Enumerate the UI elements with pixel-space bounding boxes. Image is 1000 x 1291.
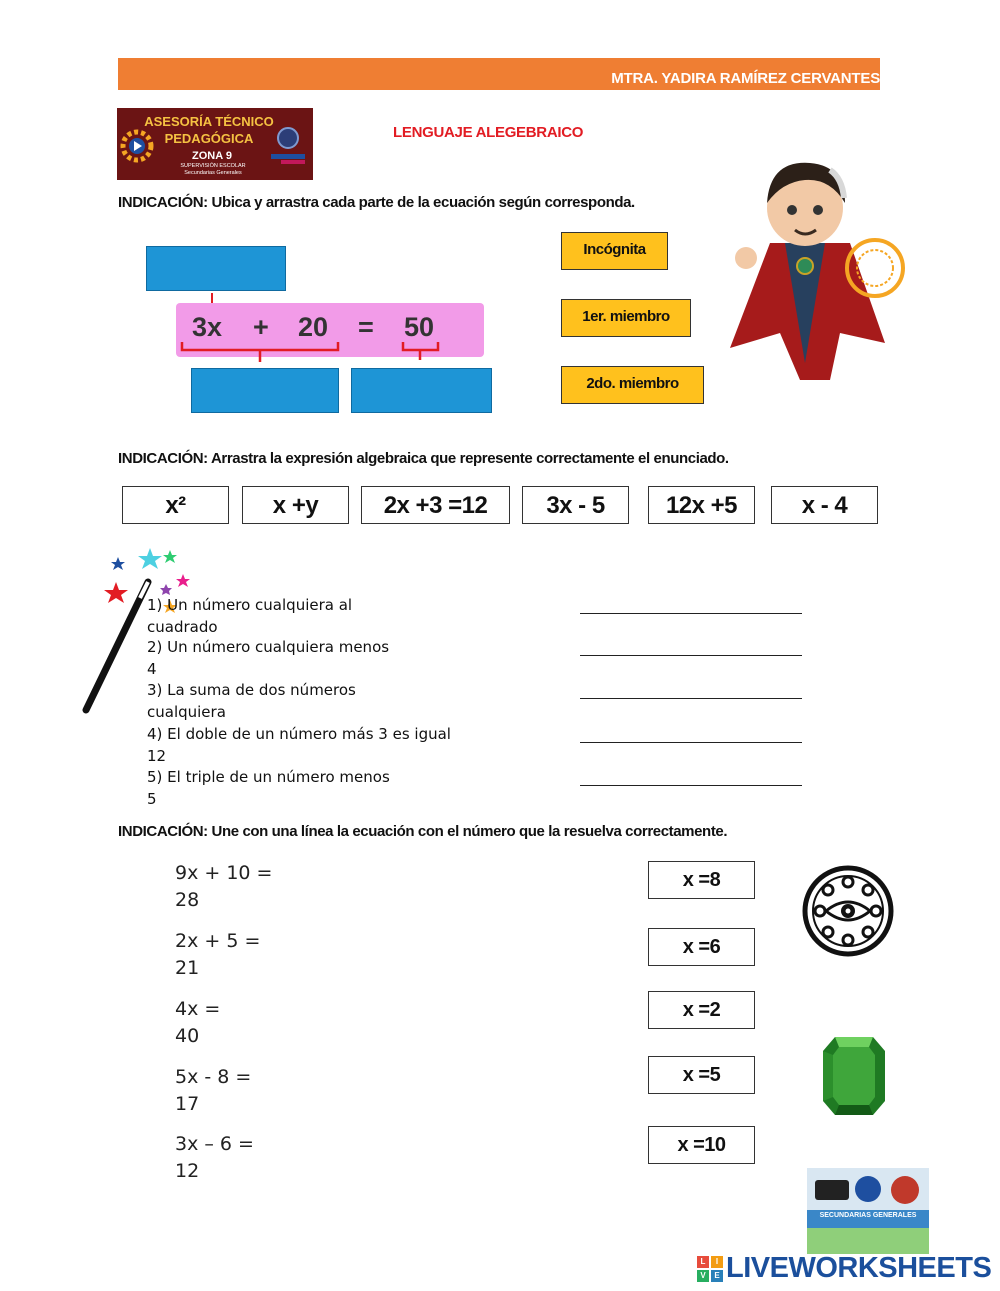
equation-equals: = <box>358 312 374 342</box>
logo-tile-e: E <box>711 1270 723 1282</box>
statement-5 <box>147 766 507 810</box>
schools-badge <box>807 1168 929 1254</box>
expression-square[interactable]: x² <box>122 486 229 524</box>
logo-zone: ZONA 9 <box>192 150 232 162</box>
instruction-3 <box>118 823 727 840</box>
answer-blank-4[interactable] <box>580 741 802 743</box>
statement-1 <box>147 594 507 638</box>
match-equation-1-line2: 28 <box>175 889 200 911</box>
match-equation-4-line2: 17 <box>175 1093 200 1115</box>
logo-sub-line1: SUPERVISIÓN ESCOLAR <box>180 163 246 169</box>
badge-logo-left <box>815 1180 849 1200</box>
match-equation-2-line2: 21 <box>175 957 200 979</box>
answer-blank-1[interactable] <box>580 612 802 614</box>
badge-logo-middle <box>855 1176 881 1202</box>
match-equation-3-line2: 40 <box>175 1025 200 1047</box>
badge-bottom <box>807 1228 929 1254</box>
logo-tile-i: I <box>711 1256 723 1268</box>
drop-zone-second-member[interactable] <box>351 368 492 413</box>
instruction-3-text: Une con una línea la ecuación con el número que la resuelva correctamente. <box>207 823 728 840</box>
star-icon <box>163 550 177 563</box>
statement-1-line1: 1) Un número cualquiera al <box>147 596 353 614</box>
drop-zone-first-member[interactable] <box>191 368 339 413</box>
statement-3-line2: cualquiera <box>147 703 226 721</box>
logo-tile-l: L <box>697 1256 709 1268</box>
match-equation-3[interactable] <box>175 996 220 1050</box>
instruction-1-label: INDICACIÓN: <box>118 194 208 211</box>
instruction-1-text: Ubica y arrastra cada parte de la ecuación según corresponda. <box>207 194 635 211</box>
equation-term1: 3x <box>192 312 223 342</box>
statement-1-line2: cuadrado <box>147 618 218 636</box>
equation-result: 50 <box>404 312 435 342</box>
eye-amulet-icon <box>800 865 896 957</box>
match-equation-4-line1: 5x - 8 = <box>175 1066 252 1088</box>
bracket-second-member <box>403 342 438 360</box>
match-equation-5-line1: 3x – 6 = <box>175 1133 254 1155</box>
equation-plus: + <box>253 312 269 342</box>
statement-5-line2: 5 <box>147 790 157 808</box>
match-equation-2-line1: 2x + 5 = <box>175 930 261 952</box>
match-answer-3[interactable]: x =2 <box>648 991 755 1029</box>
option-incognita[interactable]: Incógnita <box>561 232 668 270</box>
liveworksheets-logo-icon <box>697 1256 723 1282</box>
match-answer-4[interactable]: x =5 <box>648 1056 755 1094</box>
match-equation-4[interactable] <box>175 1064 251 1118</box>
statement-2-line1: 2) Un número cualquiera menos <box>147 638 390 656</box>
star-icon <box>111 557 125 570</box>
liveworksheets-brand[interactable]: LIVEWORKSHEETS <box>726 1252 992 1284</box>
logo-title-line1: ASESORÍA TÉCNICO <box>144 114 274 129</box>
statement-5-line1: 5) El triple de un número menos <box>147 768 390 786</box>
star-icon <box>104 582 128 603</box>
match-equation-5[interactable] <box>175 1131 254 1185</box>
green-gem-icon <box>821 1035 887 1117</box>
logo-sub-line2: Secundarias Generales <box>184 170 242 176</box>
answer-blank-2[interactable] <box>580 654 802 656</box>
page-title: LENGUAJE ALEGEBRAICO <box>393 124 584 141</box>
expression-twelve-x-plus-five[interactable]: 12x +5 <box>648 486 755 524</box>
logo-tile-v: V <box>697 1270 709 1282</box>
instruction-2 <box>118 450 729 467</box>
match-equation-5-line2: 12 <box>175 1160 200 1182</box>
sorcerer-character-icon <box>710 148 905 380</box>
answer-blank-3[interactable] <box>580 697 802 699</box>
match-answer-1[interactable]: x =8 <box>648 861 755 899</box>
option-first-member[interactable]: 1er. miembro <box>561 299 691 337</box>
statement-3-line1: 3) La suma de dos números <box>147 681 356 699</box>
expression-sum[interactable]: x +y <box>242 486 349 524</box>
expression-triple-minus-five[interactable]: 3x - 5 <box>522 486 629 524</box>
statement-2 <box>147 636 507 680</box>
statement-3 <box>147 679 507 723</box>
expression-x-minus-four[interactable]: x - 4 <box>771 486 878 524</box>
instruction-2-text: Arrastra la expresión algebraica que represente correctamente el enunciado. <box>207 450 729 467</box>
match-equation-3-line1: 4x = <box>175 998 221 1020</box>
match-equation-1[interactable] <box>175 860 272 914</box>
option-second-member[interactable]: 2do. miembro <box>561 366 704 404</box>
badge-text: SECUNDARIAS GENERALES <box>819 1212 917 1219</box>
equation-term2: 20 <box>298 312 329 342</box>
answer-blank-5[interactable] <box>580 784 802 786</box>
statement-2-line2: 4 <box>147 660 157 678</box>
bracket-first-member <box>182 342 338 362</box>
instruction-2-label: INDICACIÓN: <box>118 450 208 467</box>
match-equation-1-line1: 9x + 10 = <box>175 862 273 884</box>
match-equation-2[interactable] <box>175 928 260 982</box>
statement-4-line2: 12 <box>147 747 167 765</box>
badge-logo-right <box>891 1176 919 1204</box>
match-answer-2[interactable]: x =6 <box>648 928 755 966</box>
star-icon <box>138 548 162 569</box>
match-answer-5[interactable]: x =10 <box>648 1126 755 1164</box>
author-name: MTRA. YADIRA RAMÍREZ CERVANTES <box>611 70 880 87</box>
star-icon <box>176 574 190 587</box>
expression-double-plus-three[interactable]: 2x +3 =12 <box>361 486 510 524</box>
statement-4-line1: 4) El doble de un número más 3 es igual <box>147 725 451 743</box>
logo-title-line2: PEDAGÓGICA <box>164 131 254 146</box>
statement-4 <box>147 723 507 767</box>
instruction-3-label: INDICACIÓN: <box>118 823 208 840</box>
